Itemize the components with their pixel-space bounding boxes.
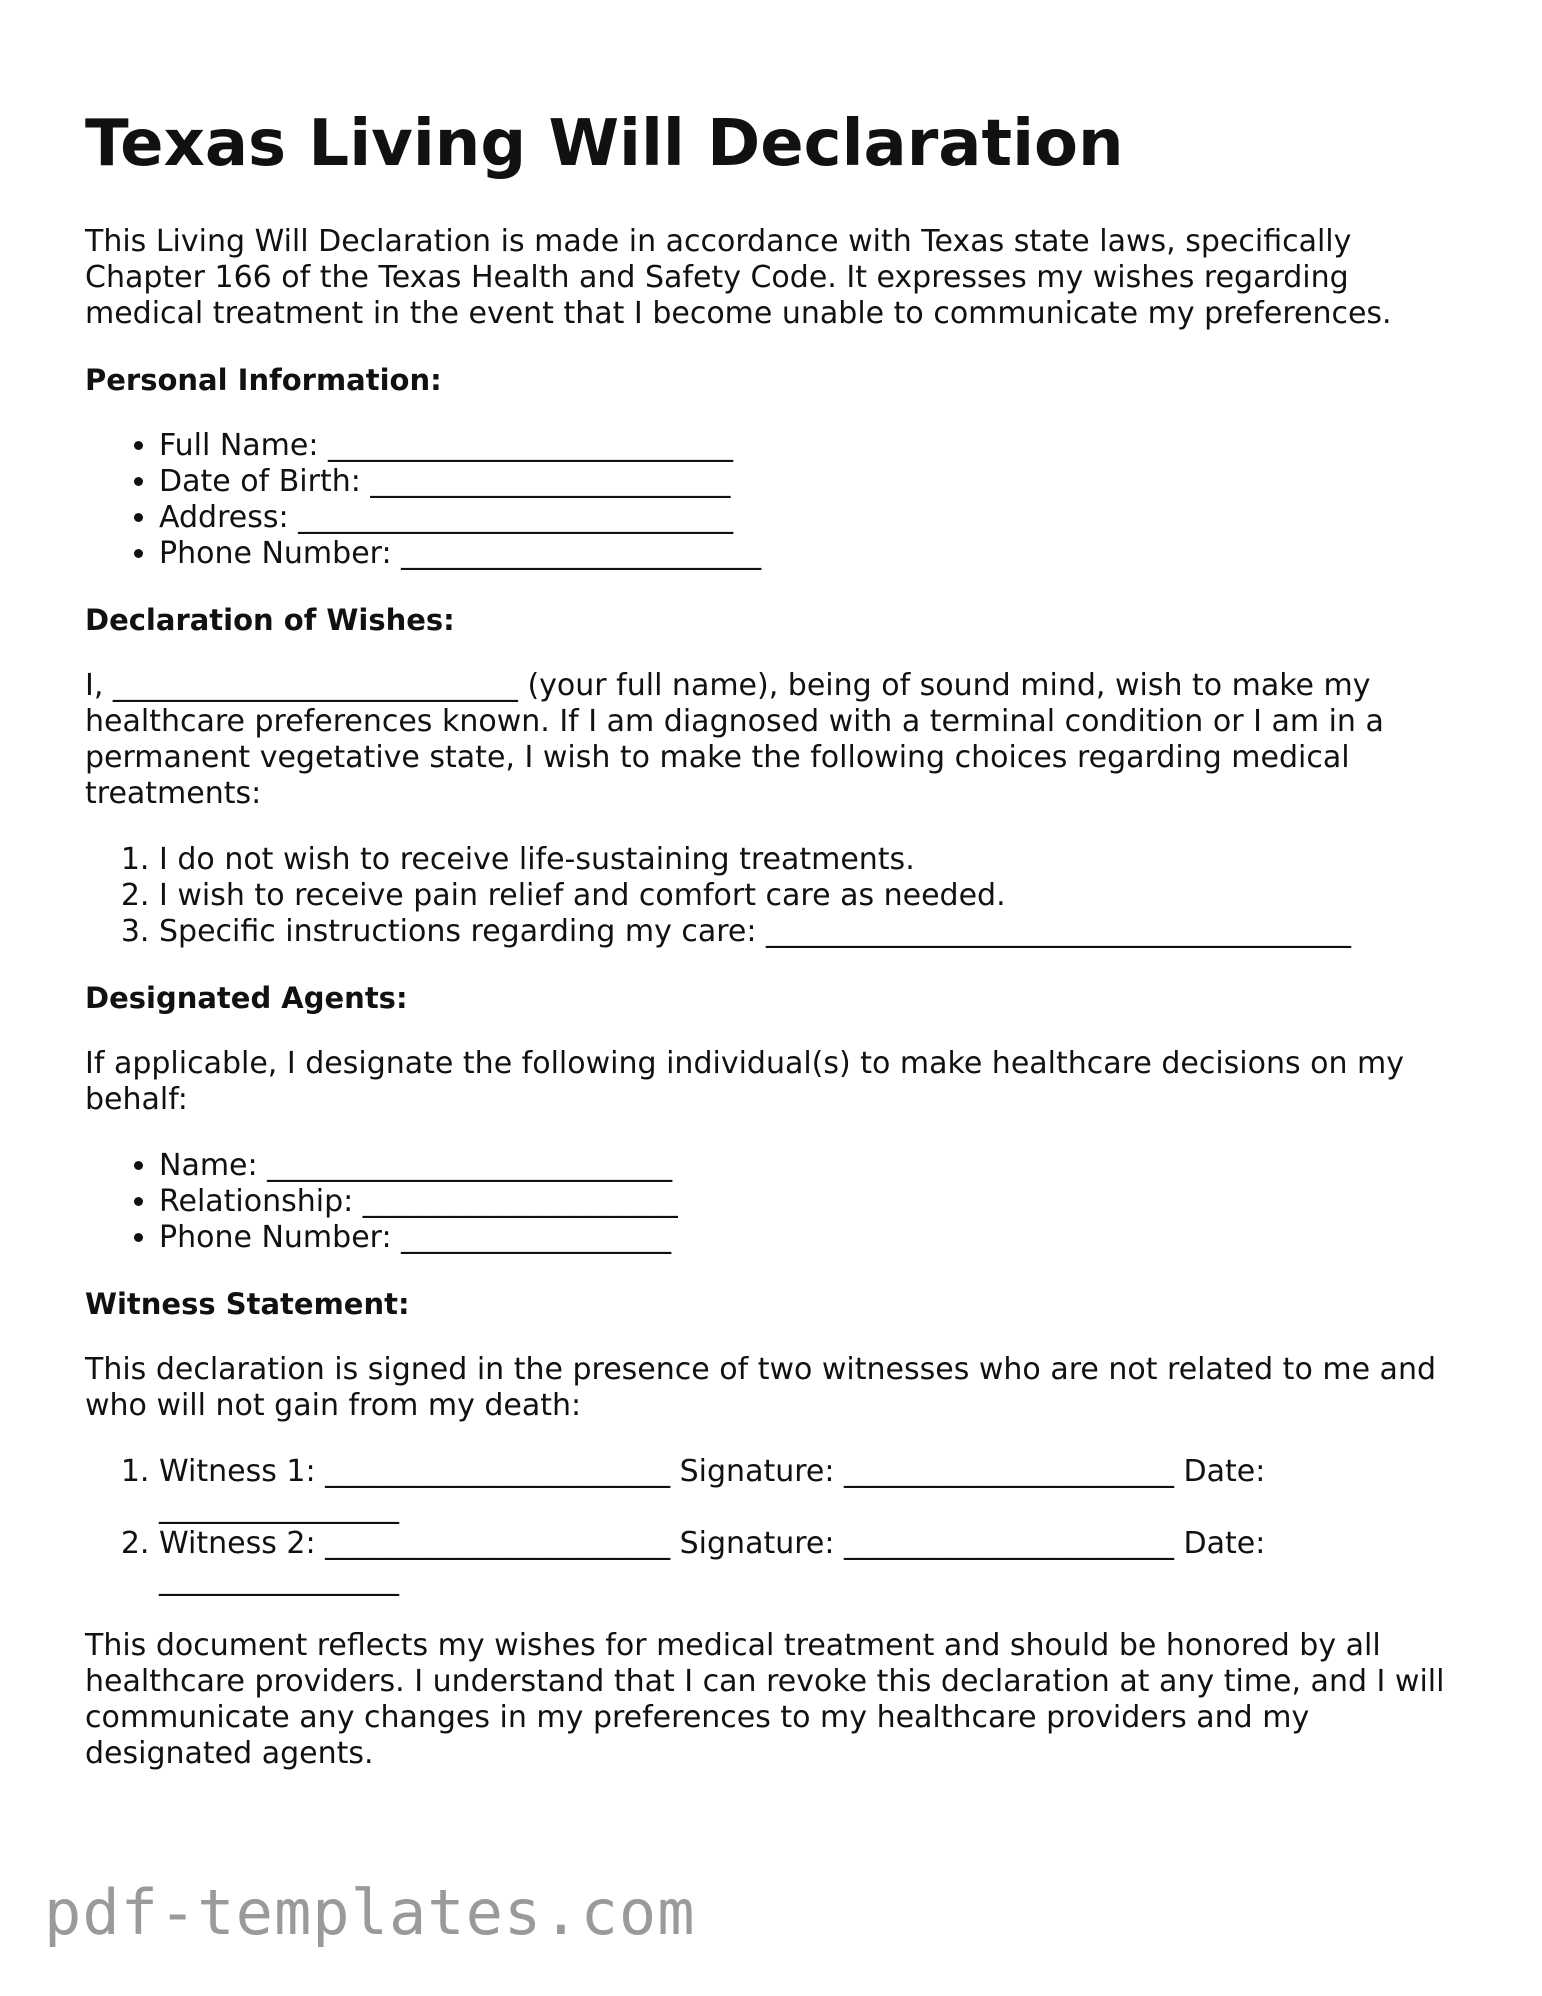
personal-info-list xyxy=(85,428,1465,572)
document-page xyxy=(85,0,1465,1772)
witness-list xyxy=(85,1454,1465,1598)
witness-1-line: 1. Witness 1: _______________________ Signature: ______________________ Date: ________________ xyxy=(159,1454,1465,1526)
witness-paragraph: This declaration is signed in the presence of two witnesses who are not related to me and who will not gain from my death: xyxy=(85,1352,1436,1423)
agent-relationship-field: • Relationship: _____________________ xyxy=(159,1184,1465,1220)
page-title: Texas Living Will Declaration xyxy=(85,107,1124,181)
full-name-field: • Full Name: ___________________________ xyxy=(159,428,1465,464)
declaration-item-specific-instructions: 3. Specific instructions regarding my care: _______________________________________ xyxy=(159,914,1465,950)
address-field: • Address: _____________________________ xyxy=(159,500,1465,536)
phone-number-field: • Phone Number: ________________________ xyxy=(159,536,1465,572)
agents-heading: Designated Agents: xyxy=(85,981,408,1015)
declaration-item-no-life-sustaining: 1. I do not wish to receive life-sustaining treatments. xyxy=(159,842,1465,878)
personal-info-heading: Personal Information: xyxy=(85,363,442,397)
agent-phone-field: • Phone Number: __________________ xyxy=(159,1220,1465,1256)
watermark-logo: pdf-templates.com xyxy=(44,1876,696,1949)
agents-list xyxy=(85,1148,1465,1256)
declaration-heading: Declaration of Wishes: xyxy=(85,603,455,637)
declaration-item-pain-relief: 2. I wish to receive pain relief and comfort care as needed. xyxy=(159,878,1465,914)
witness-heading: Witness Statement: xyxy=(85,1287,410,1321)
intro-paragraph: This Living Will Declaration is made in accordance with Texas state laws, specifically Chapter 166 of the Texas Health and Safety Code. It expresses my wishes regarding medical treatment in the event that I become unable to communicate my preferences. xyxy=(85,224,1392,331)
date-of-birth-field: • Date of Birth: ________________________ xyxy=(159,464,1465,500)
declaration-list xyxy=(85,842,1465,950)
agent-name-field: • Name: ___________________________ xyxy=(159,1148,1465,1184)
closing-paragraph: This document reflects my wishes for medical treatment and should be honored by all healthcare providers. I understand that I can revoke this declaration at any time, and I will communicate any changes in my preferences to my healthcare providers and my designated agents. xyxy=(85,1628,1445,1771)
declaration-paragraph: I, ___________________________ (your full name), being of sound mind, wish to make my healthcare preferences known. If I am diagnosed with a terminal condition or I am in a permanent vegetative state, I wish to make the following choices regarding medical treatments: xyxy=(85,668,1384,811)
witness-2-line: 2. Witness 2: _______________________ Signature: ______________________ Date: ________________ xyxy=(159,1526,1465,1598)
agents-paragraph: If applicable, I designate the following individual(s) to make healthcare decisions on my behalf: xyxy=(85,1046,1405,1117)
